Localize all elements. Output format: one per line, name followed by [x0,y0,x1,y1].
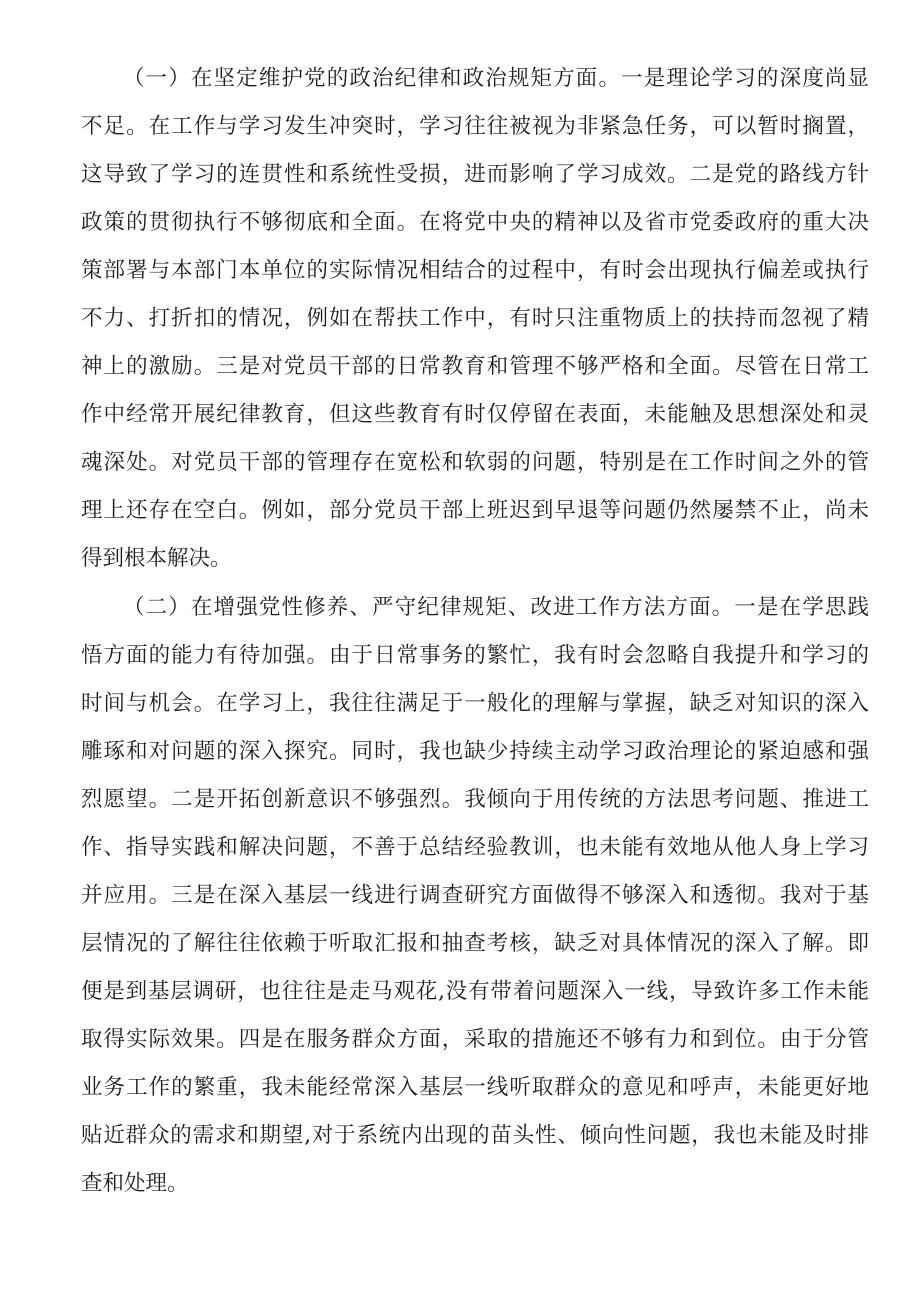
paragraph-line: 时间与机会。在学习上，我往往满足于一般化的理解与掌握，缺乏对知识的深入 [81,691,869,716]
paragraph-line: 魂深处。对党员干部的管理存在宽松和软弱的问题，特别是在工作时间之外的管 [81,450,869,475]
paragraph-line: 理上还存在空白。例如，部分党员干部上班迟到早退等问题仍然屡禁不止，尚未 [81,498,869,523]
paragraph-line: 便是到基层调研，也往往是走马观花,没有带着问题深入一线，导致许多工作未能 [81,979,869,1004]
paragraph-line: 贴近群众的需求和期望,对于系统内出现的苗头性、倾向性问题，我也未能及时排 [81,1123,869,1148]
paragraph-line: 查和处理。 [81,1171,189,1196]
paragraph-line: 神上的激励。三是对党员干部的日常教育和管理不够严格和全面。尽管在日常工 [81,354,869,379]
paragraph-line: 悟方面的能力有待加强。由于日常事务的繁忙，我有时会忽略自我提升和学习的 [81,643,869,668]
paragraph-line: 烈愿望。二是开拓创新意识不够强烈。我倾向于用传统的方法思考问题、推进工 [81,787,869,812]
paragraph-line: 不力、打折扣的情况，例如在帮扶工作中，有时只注重物质上的扶持而忽视了精 [81,306,869,331]
paragraph-line: （二）在增强党性修养、严守纪律规矩、改进工作方法方面。一是在学思践 [123,595,869,620]
paragraph-line: 业务工作的繁重，我未能经常深入基层一线听取群众的意见和呼声，未能更好地 [81,1075,869,1100]
paragraph-line: 作中经常开展纪律教育，但这些教育有时仅停留在表面，未能触及思想深处和灵 [81,402,869,427]
paragraph-line: 政策的贯彻执行不够彻底和全面。在将党中央的精神以及省市党委政府的重大决 [81,210,869,235]
paragraph-line: 层情况的了解往往依赖于听取汇报和抽查考核，缺乏对具体情况的深入了解。即 [81,931,869,956]
paragraph-line: 策部署与本部门本单位的实际情况相结合的过程中，有时会出现执行偏差或执行 [81,258,869,283]
paragraph-line: （一）在坚定维护党的政治纪律和政治规矩方面。一是理论学习的深度尚显 [123,66,869,91]
paragraph-line: 得到根本解决。 [81,546,232,571]
paragraph-line: 不足。在工作与学习发生冲突时，学习往往被视为非紧急任务，可以暂时搁置， [81,114,869,139]
paragraph-line: 雕琢和对问题的深入探究。同时，我也缺少持续主动学习政治理论的紧迫感和强 [81,739,869,764]
paragraph-line: 并应用。三是在深入基层一线进行调查研究方面做得不够深入和透彻。我对于基 [81,883,869,908]
paragraph-line: 作、指导实践和解决问题，不善于总结经验教训，也未能有效地从他人身上学习 [81,835,869,860]
paragraph-line: 取得实际效果。四是在服务群众方面，采取的措施还不够有力和到位。由于分管 [81,1027,869,1052]
paragraph-line: 这导致了学习的连贯性和系统性受损，进而影响了学习成效。二是党的路线方针 [81,162,869,187]
